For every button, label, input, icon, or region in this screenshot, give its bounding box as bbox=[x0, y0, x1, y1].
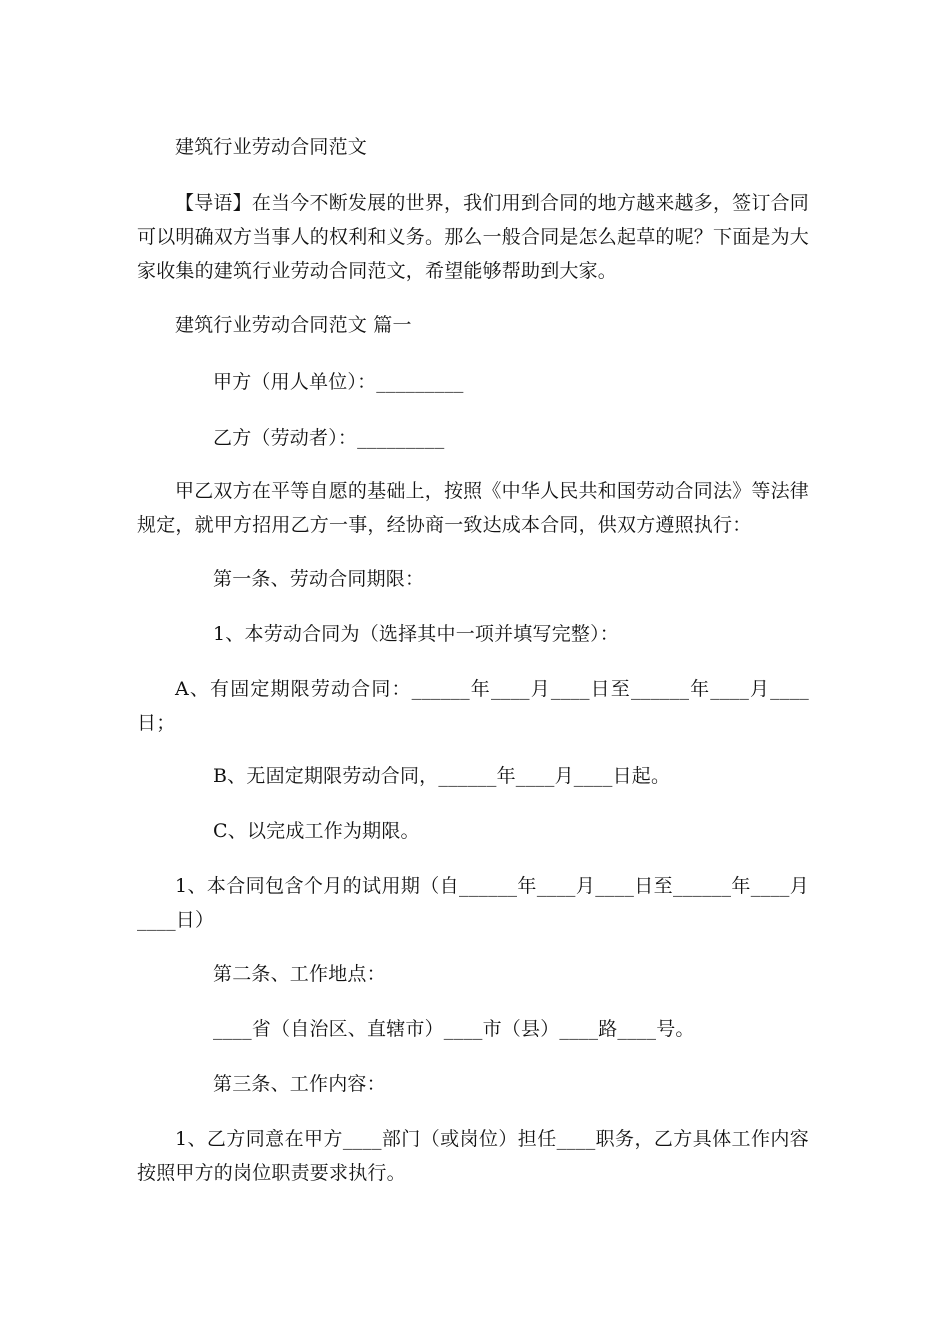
article-2-title: 第二条、工作地点： bbox=[213, 963, 386, 985]
article-2-address: ____省（自治区、直辖市）____市（县）____路____号。 bbox=[213, 1018, 695, 1040]
article-3-title: 第三条、工作内容： bbox=[213, 1073, 386, 1095]
article-1-option-a: A、有固定期限劳动合同：______年____月____日至______年____月____日； bbox=[137, 678, 809, 734]
party-b-line: 乙方（劳动者）：_________ bbox=[213, 427, 445, 449]
section-heading: 建筑行业劳动合同范文 篇一 bbox=[175, 314, 412, 336]
document-title: 建筑行业劳动合同范文 bbox=[175, 136, 368, 158]
article-1-title: 第一条、劳动合同期限： bbox=[213, 568, 425, 590]
article-3-item-1: 1、乙方同意在甲方____部门（或岗位）担任____职务，乙方具体工作内容按照甲方的岗位职责要求执行。 bbox=[137, 1128, 809, 1184]
preamble-paragraph: 甲乙双方在平等自愿的基础上，按照《中华人民共和国劳动合同法》等法律规定，就甲方招用乙方一事，经协商一致达成本合同，供双方遵照执行： bbox=[137, 480, 809, 536]
intro-paragraph: 【导语】在当今不断发展的世界，我们用到合同的地方越来越多，签订合同可以明确双方当事人的权利和义务。那么一般合同是怎么起草的呢？下面是为大家收集的建筑行业劳动合同范文，希望能够帮助到大家。 bbox=[137, 192, 810, 282]
party-a-line: 甲方（用人单位）：_________ bbox=[213, 371, 464, 393]
article-1-item-1: 1、本劳动合同为（选择其中一项并填写完整）： bbox=[213, 623, 619, 645]
article-1-probation: 1、本合同包含个月的试用期（自______年____月____日至______年____月____日） bbox=[137, 875, 809, 931]
article-1-option-b: B、无固定期限劳动合同，______年____月____日起。 bbox=[213, 765, 671, 787]
article-1-option-c: C、以完成工作为期限。 bbox=[213, 820, 420, 842]
